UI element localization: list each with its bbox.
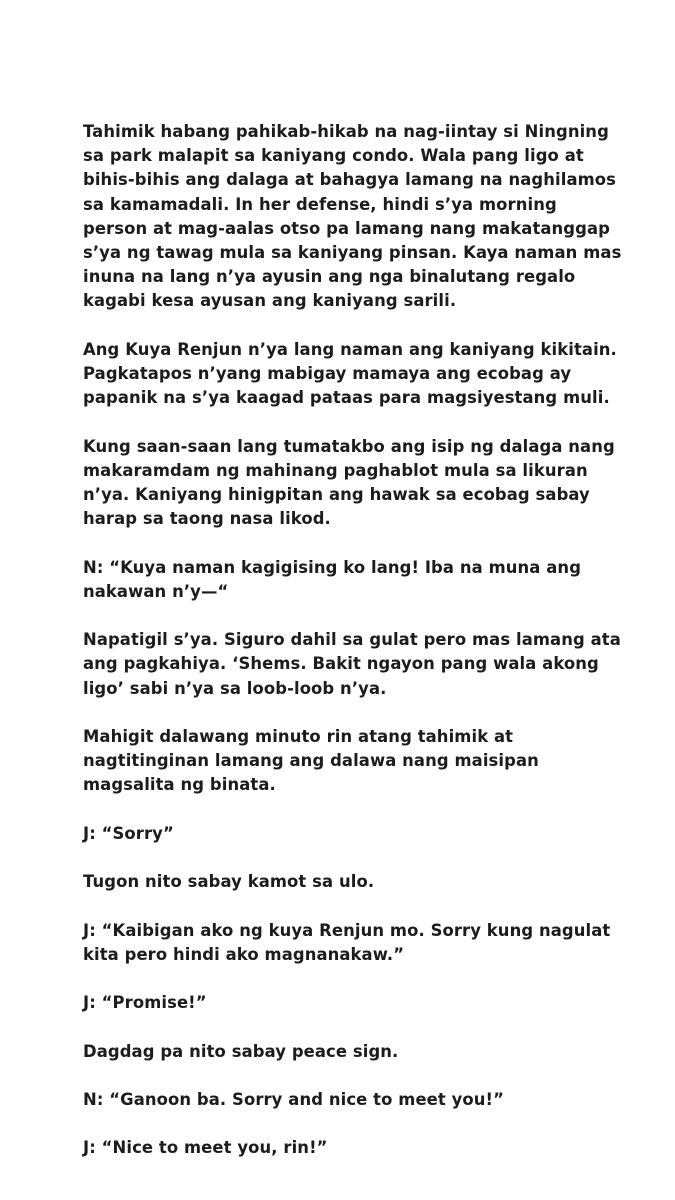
dialogue-line: N: “Kuya naman kagigising ko lang! Iba na muna ang nakawan n’y—“ [83, 557, 582, 601]
dialogue-line: J: “Kaibigan ako ng kuya Renjun mo. Sorry kung nagulat kita pero hindi ako magnanakaw.” [83, 920, 611, 964]
story-paragraph: Dagdag pa nito sabay peace sign. [83, 1041, 399, 1061]
dialogue-line: J: “Promise!” [83, 993, 207, 1013]
dialogue-line: J: “Sorry” [83, 823, 174, 843]
story-text [83, 120, 643, 1161]
story-paragraph: Tugon nito sabay kamot sa ulo. [83, 872, 375, 892]
story-paragraph: Mahigit dalawang minuto rin atang tahimik at nagtitinginan lamang ang dalawa nang maisipan magsalita ng binata. [83, 727, 539, 795]
dialogue-line: J: “Nice to meet you, rin!” [83, 1138, 328, 1158]
story-paragraph: Tahimik habang pahikab-hikab na nag-iintay si Ningning sa park malapit sa kaniyang condo. Wala pang ligo at bihis-bihis ang dalaga at bahagya lamang na naghilamos sa kamamadali. In her defense, hindi s’ya morning person at mag-aalas otso pa lamang nang makatanggap s’ya ng tawag mula sa kaniyang pinsan. Kaya naman mas inuna na lang n’ya ayusin ang nga binalutang regalo kagabi kesa ayusan ang kaniyang sarili. [83, 122, 622, 311]
dialogue-line: N: “Ganoon ba. Sorry and nice to meet you!” [83, 1089, 504, 1109]
story-paragraph: Napatigil s’ya. Siguro dahil sa gulat pero mas lamang ata ang pagkahiya. ‘Shems. Bakit ngayon pang wala akong ligo’ sabi n’ya sa loob-loob n’ya. [83, 630, 621, 698]
story-paragraph: Ang Kuya Renjun n’ya lang naman ang kaniyang kikitain. Pagkatapos n’yang mabigay mamaya ang ecobag ay papanik na s’ya kaagad pataas para magsiyestang muli. [83, 339, 617, 408]
story-paragraph: Kung saan-saan lang tumatakbo ang isip ng dalaga nang makaramdam ng mahinang paghablot mula sa likuran n’ya. Kaniyang hinigpitan ang hawak sa ecobag sabay harap sa taong nasa likod. [83, 436, 615, 529]
